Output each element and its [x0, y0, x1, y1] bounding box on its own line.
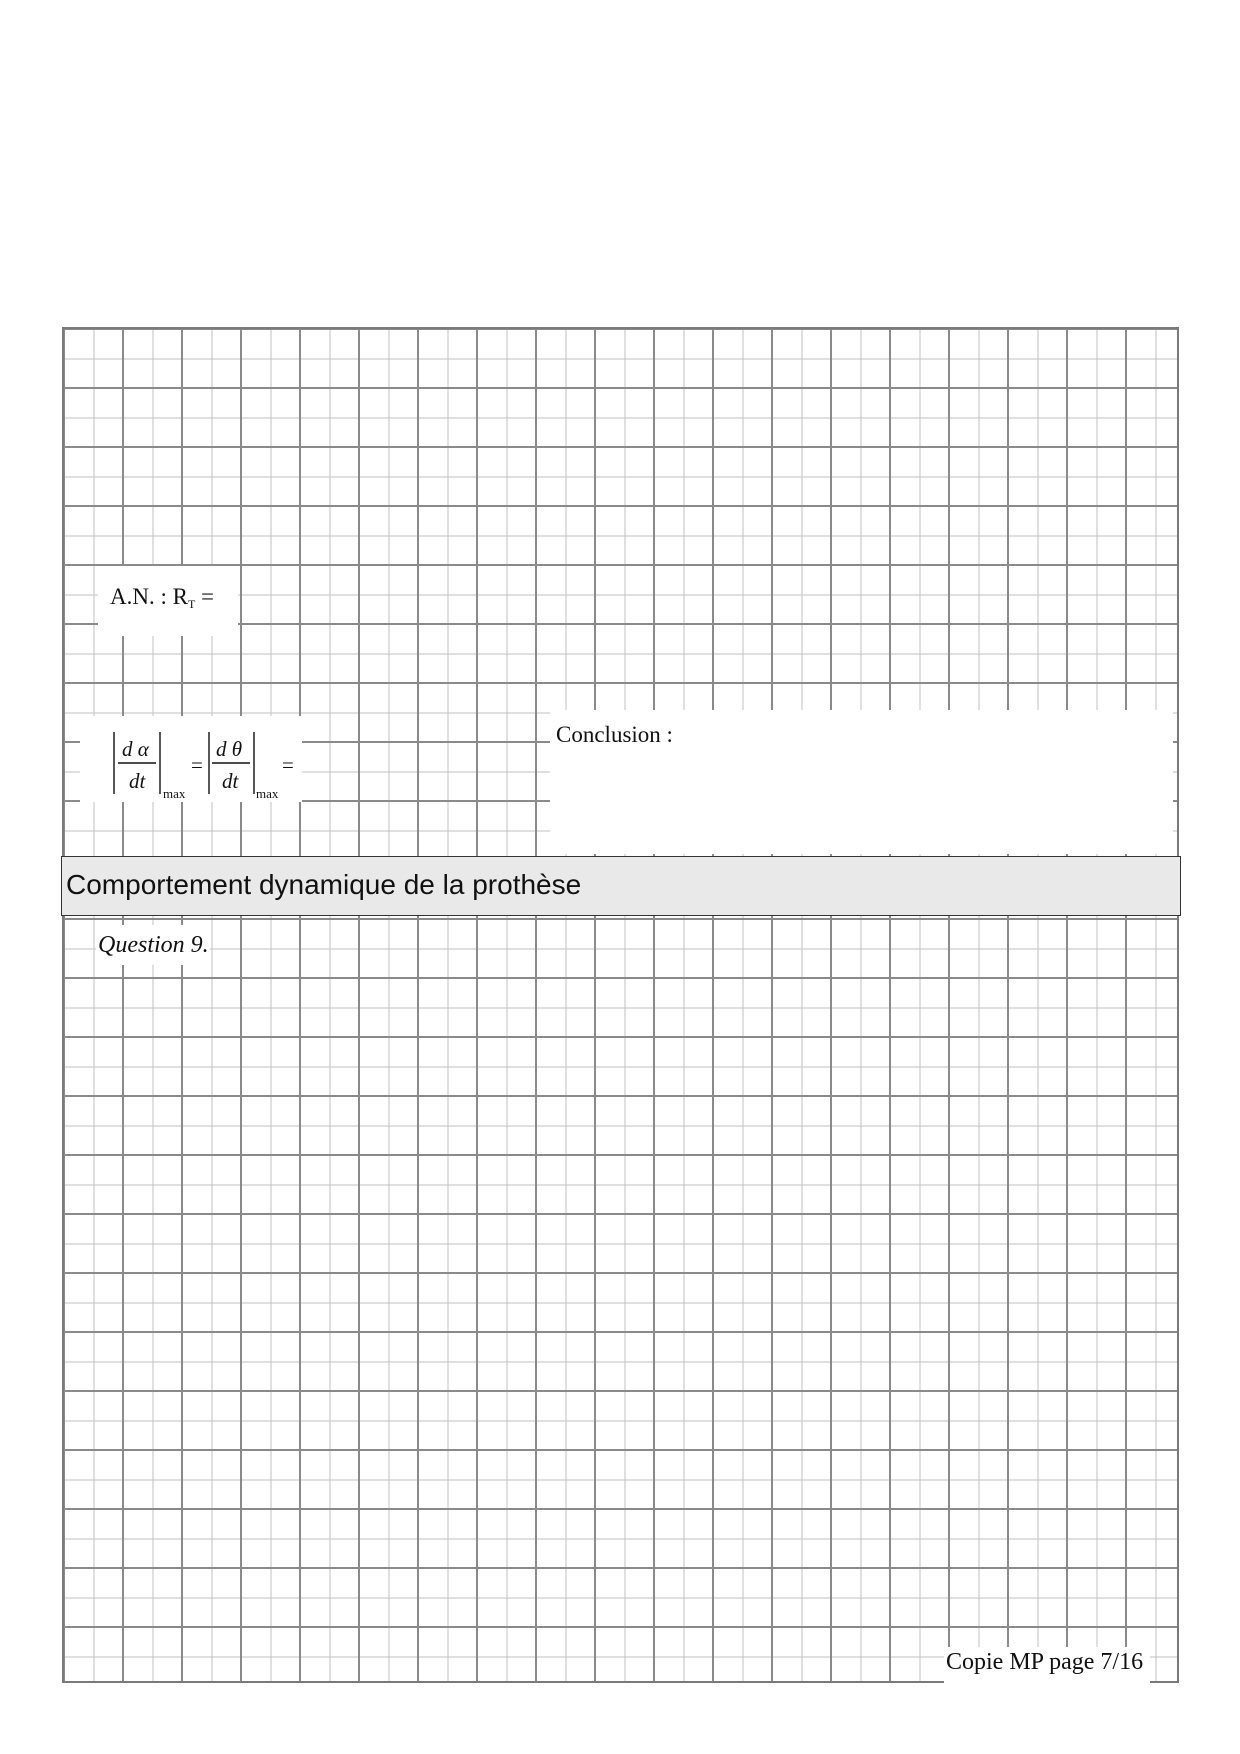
question-label: Question 9. [98, 932, 209, 958]
sub2: max [256, 786, 279, 801]
an-formula [110, 584, 214, 612]
den1: dt [129, 769, 146, 793]
page-footer [944, 1647, 1150, 1683]
section-title: Comportement dynamique de la prothèse [66, 869, 582, 900]
sub1: max [163, 786, 186, 801]
an-prefix: A.N. : R [110, 584, 188, 609]
an-formula-box [98, 566, 238, 636]
an-subscript: T [187, 597, 196, 611]
conclusion-label: Conclusion : [556, 722, 673, 747]
num1: d α [122, 737, 149, 761]
derivative-formula [80, 716, 302, 802]
section-header [61, 856, 1181, 916]
question-label-box [96, 925, 210, 965]
eq1: = [191, 753, 203, 777]
num2: d θ [216, 737, 243, 761]
den2: dt [222, 769, 239, 793]
page-footer-text: Copie MP page 7/16 [946, 1649, 1144, 1675]
eq2: = [282, 753, 294, 777]
graph-paper-grid [62, 327, 1179, 1683]
conclusion-box[interactable] [550, 710, 1173, 854]
an-suffix: = [195, 584, 215, 609]
derivative-formula-box [80, 716, 302, 802]
